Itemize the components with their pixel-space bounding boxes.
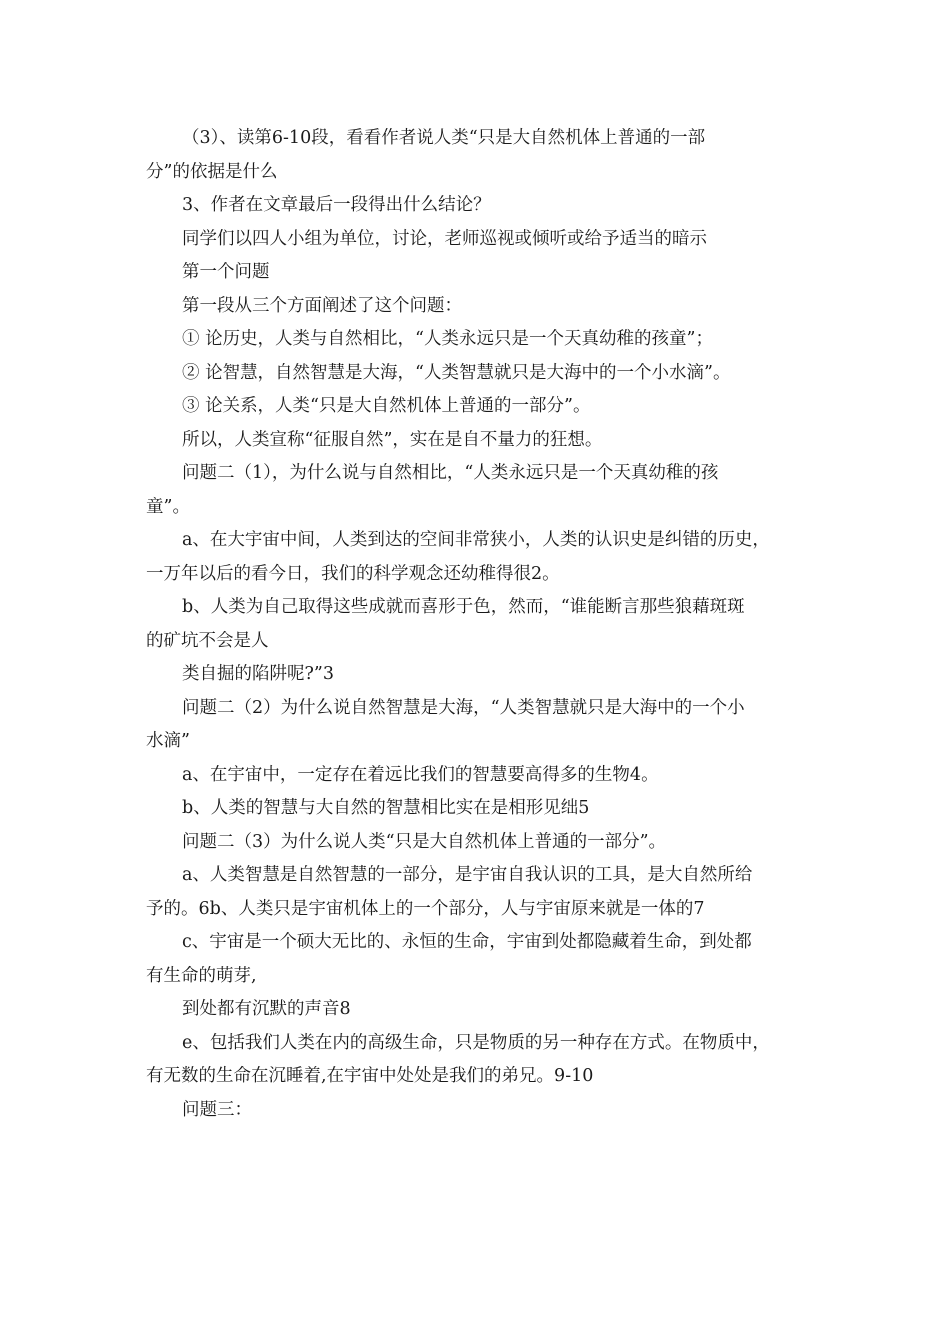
paragraph-continuation-line: 有生命的萌芽, (146, 965, 257, 986)
paragraph-line: 到处都有沉默的声音8 (182, 999, 351, 1019)
paragraph-line: 问题二（2）为什么说自然智慧是大海，“人类智慧就只是大海中的一个小 (182, 697, 745, 718)
paragraph-line: ③ 论关系，人类“只是大自然机体上普通的一部分”。 (182, 396, 591, 416)
paragraph-continuation-line: 水滴” (146, 731, 190, 751)
paragraph-line: a、在宇宙中，一定存在着远比我们的智慧要高得多的生物4。 (182, 764, 659, 785)
paragraph-line: a、人类智慧是自然智慧的一部分，是宇宙自我认识的工具，是大自然所给 (182, 865, 753, 885)
paragraph-line: （3）、读第6-10段，看看作者说人类“只是大自然机体上普通的一部 (182, 128, 706, 148)
paragraph-line: 3、作者在文章最后一段得出什么结论？ (182, 195, 491, 215)
paragraph-line: c、宇宙是一个硕大无比的、永恒的生命，宇宙到处都隐藏着生命，到处都 (182, 932, 752, 952)
paragraph-line: ① 论历史，人类与自然相比，“人类永远只是一个天真幼稚的孩童”； (182, 329, 713, 349)
paragraph-continuation-line: 童”。 (146, 496, 190, 517)
paragraph-continuation-line: 予的。6b、人类只是宇宙机体上的一个部分，人与宇宙原来就是一体的7 (146, 898, 705, 919)
paragraph-continuation-line: 一万年以后的看今日，我们的科学观念还幼稚得很2。 (146, 563, 560, 584)
paragraph-line: b、人类的智慧与大自然的智慧相比实在是相形见绌5 (182, 798, 590, 818)
paragraph-line: 问题二（3）为什么说人类“只是大自然机体上普通的一部分”。 (182, 831, 667, 852)
paragraph-line: 第一个问题 (182, 262, 270, 282)
paragraph-line: a、在大宇宙中间，人类到达的空间非常狭小，人类的认识史是纠错的历史， (182, 530, 770, 550)
paragraph-line: 同学们以四人小组为单位，讨论，老师巡视或倾听或给予适当的暗示 (182, 228, 707, 249)
paragraph-line: 问题三： (182, 1099, 252, 1120)
paragraph-line: 第一段从三个方面阐述了这个问题： (182, 295, 462, 316)
paragraph-continuation-line: 有无数的生命在沉睡着,在宇宙中处处是我们的弟兄。9-10 (146, 1066, 594, 1086)
paragraph-line: b、人类为自己取得这些成就而喜形于色，然而，“谁能断言那些狼藉斑斑 (182, 597, 745, 617)
paragraph-line: ② 论智慧，自然智慧是大海，“人类智慧就只是大海中的一个小水滴”。 (182, 362, 731, 383)
paragraph-line: 所以，人类宣称“征服自然”，实在是自不量力的狂想。 (182, 429, 603, 450)
paragraph-continuation-line: 的矿坑不会是人 (146, 630, 269, 651)
paragraph-continuation-line: 分”的依据是什么 (146, 161, 278, 182)
paragraph-line: 问题二（1），为什么说与自然相比，“人类永远只是一个天真幼稚的孩 (182, 463, 719, 483)
paragraph-line: 类自掘的陷阱呢?”3 (182, 664, 334, 684)
document-body (146, 122, 806, 1127)
paragraph-line: e、包括我们人类在内的高级生命，只是物质的另一种存在方式。在物质中， (182, 1032, 770, 1053)
